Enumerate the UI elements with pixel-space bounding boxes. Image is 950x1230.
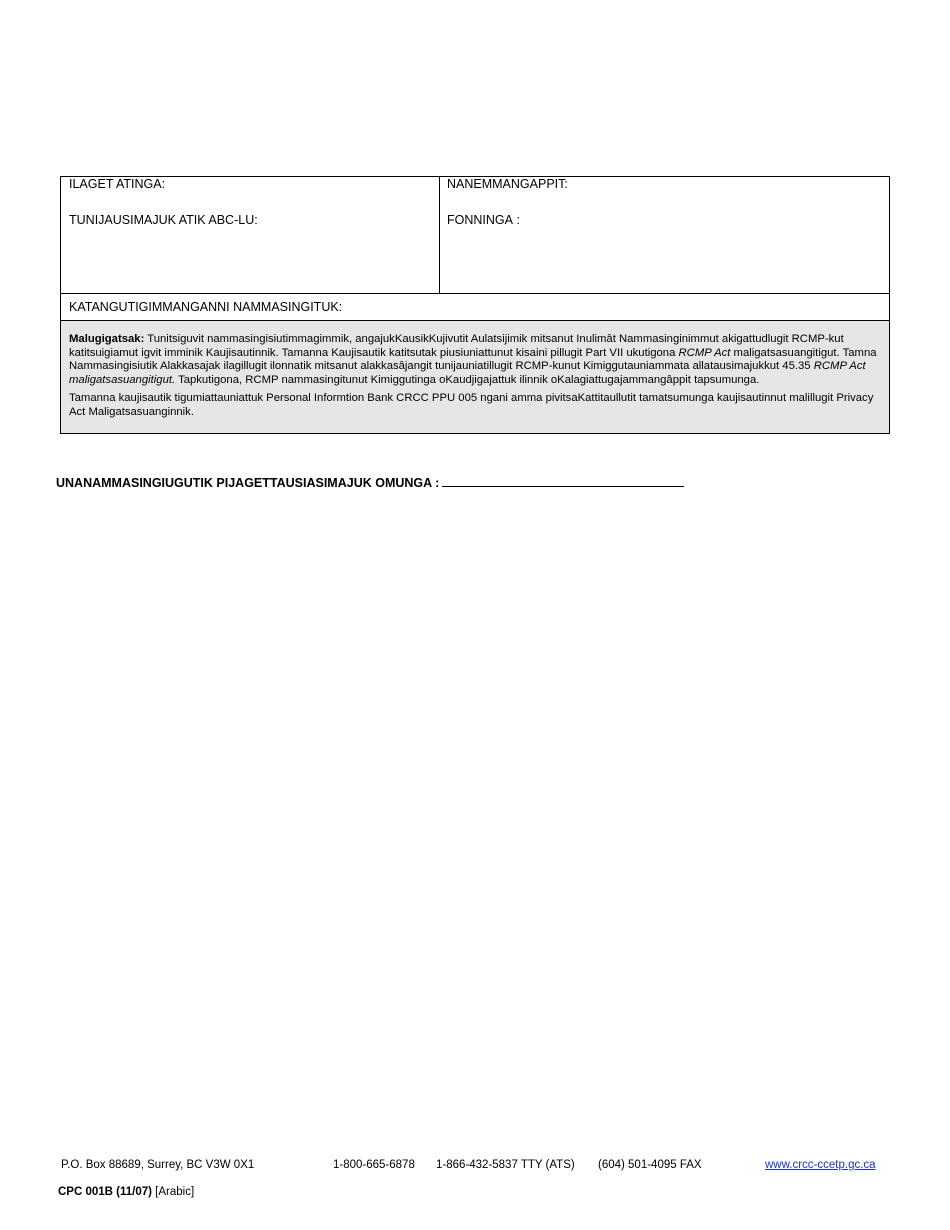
notice-heading: Malugigatsak: xyxy=(69,333,145,345)
phone-field-label: FONNINGA : xyxy=(447,213,520,227)
notice-text: Tapkutigona, RCMP nammasingitunut Kimiggutinga oKaudjigajattuk ilinnik oKalagiattugajammangâppit tapsumunga. xyxy=(175,373,760,386)
form-language: [Arabic] xyxy=(155,1186,195,1198)
footer-phone: 1-800-665-6878 xyxy=(333,1159,415,1171)
address-field-label: NANEMMANGAPPIT: xyxy=(447,177,568,191)
notice-text: Tunitsiguvit nammasingisiutimmagimmik, angajukKausikKujivutit Aulatsijimik mitsanut Inulimât Nammasinginimmut akigattudlugit RCMP-kut katitsuigiamut igvit imminik Kaujisautinnik. Tamanna Kaujisautik katitsutak piusiuniattunut kisaini pillugit Part VII ukutigona xyxy=(69,333,844,359)
notice-text: maligatsasuangitigut. Tamna Nammasingisiutik Alakkasajak ilagillugit ilonnatik mitsanut alakkasâjangit tunijauniatillugit RCMP-kunut Kimiggutauniammata allatausimajukkut 45.35 xyxy=(69,346,877,372)
signature-date-blank[interactable] xyxy=(442,474,684,487)
signature-date-label: UNANAMMASINGIUGUTIK PIJAGETTAUSIASIMAJUK OMUNGA : xyxy=(56,476,440,490)
complaint-form-table xyxy=(60,176,890,434)
signature-date-line xyxy=(56,474,684,490)
notice-paragraph-1 xyxy=(69,333,881,387)
footer-fax: (604) 501-4095 FAX xyxy=(598,1159,702,1171)
footer-tty: 1-866-432-5837 TTY (ATS) xyxy=(436,1159,575,1171)
form-code xyxy=(58,1186,194,1198)
website-link[interactable]: www.crcc-ccetp.gc.ca xyxy=(765,1159,876,1171)
footer-address: P.O. Box 88689, Surrey, BC V3W 0X1 xyxy=(61,1159,255,1171)
notice-paragraph-2: Tamanna kaujisautik tigumiattauniattuk Personal Informtion Bank CRCC PPU 005 ngani amma pivitsaKattitaullutit tamatsumunga kaujisautinnut malillugit Privacy Act Maligatsasuanginnik. xyxy=(69,392,874,418)
act-reference: RCMP Act xyxy=(678,346,731,359)
act-reference: RCMP Act maligatsasuangitigut. xyxy=(69,360,866,386)
right-cell xyxy=(440,177,889,293)
name-field-label: ILAGET ATINGA: xyxy=(69,177,166,191)
signature-field-label: KATANGUTIGIMMANGANNI NAMMASINGITUK: xyxy=(69,300,343,314)
left-cell xyxy=(61,177,440,293)
signature-row xyxy=(61,294,889,321)
postal-code-field-label: TUNIJAUSIMAJUK ATIK ABC-LU: xyxy=(69,213,258,227)
privacy-notice xyxy=(61,321,889,433)
form-code-number: CPC 001B (11/07) xyxy=(58,1186,152,1198)
contact-info-row xyxy=(61,177,889,294)
